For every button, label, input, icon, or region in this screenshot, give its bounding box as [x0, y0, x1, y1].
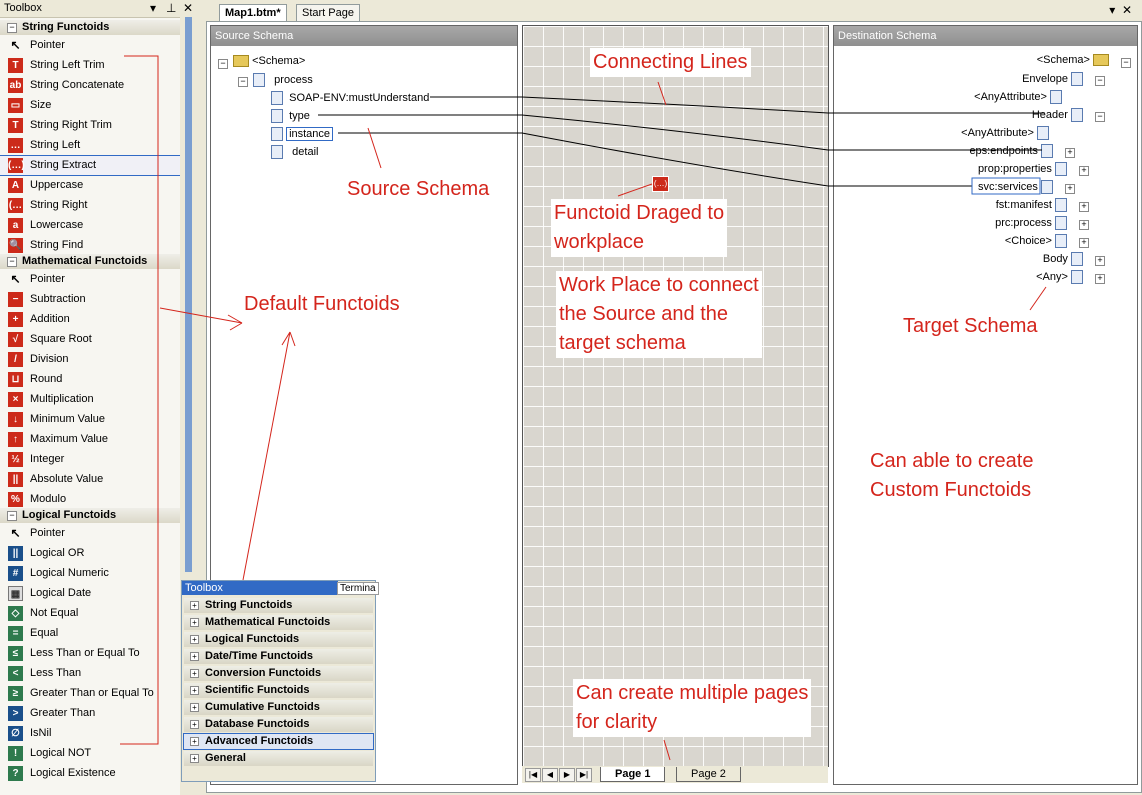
- annotation-line: for clarity: [576, 711, 658, 733]
- annotation-custom-functoids: [870, 447, 1033, 505]
- node-label: <Schema>: [252, 55, 306, 67]
- functoid-icon: T: [8, 118, 23, 133]
- close-icon[interactable]: ✕: [1121, 3, 1132, 17]
- item-label: Round: [30, 373, 63, 385]
- functoid-icon: ↓: [8, 412, 23, 427]
- node-label: eps:endpoints: [969, 144, 1038, 157]
- expand-icon[interactable]: +: [190, 652, 199, 661]
- collapse-icon[interactable]: −: [7, 257, 17, 267]
- item-label: Pointer: [30, 273, 65, 285]
- expand-icon[interactable]: +: [190, 720, 199, 729]
- functoid-icon: (…: [8, 200, 23, 211]
- annotation-target-schema: Target Schema: [903, 315, 1038, 337]
- expand-icon[interactable]: +: [1095, 274, 1105, 284]
- item-label: String Left: [30, 139, 81, 151]
- functoid-icon: −: [8, 292, 23, 307]
- item-label: Uppercase: [30, 179, 84, 191]
- connecting-lines: [318, 97, 1045, 186]
- node-label: <Schema>: [1036, 54, 1090, 66]
- functoid-icon: ||: [8, 472, 23, 487]
- toolbox-title: Toolbox: [4, 2, 42, 14]
- item-label: Multiplication: [30, 393, 94, 405]
- expand-icon[interactable]: +: [190, 635, 199, 644]
- category-label: Mathematical Functoids: [22, 255, 148, 267]
- destination-schema-title: Destination Schema: [834, 26, 1137, 46]
- functoid-icon: ab: [9, 80, 22, 91]
- functoid-icon: +: [8, 312, 23, 327]
- item-label: Logical Date: [30, 587, 92, 599]
- item-label: IsNil: [30, 727, 52, 739]
- item-label: Lowercase: [30, 219, 84, 231]
- annotation-line: Can able to create: [870, 450, 1034, 472]
- expand-icon[interactable]: +: [1079, 166, 1089, 176]
- item-label: Absolute Value: [30, 473, 104, 485]
- collapse-icon[interactable]: −: [1095, 112, 1105, 122]
- item-label: Square Root: [30, 333, 92, 345]
- item-label: String Concatenate: [30, 79, 125, 91]
- node-label: fst:manifest: [995, 198, 1052, 211]
- item-label: String Find: [30, 239, 84, 251]
- category-label: Mathematical Functoids: [205, 616, 331, 628]
- node-label: Envelope: [1022, 72, 1068, 85]
- expand-icon[interactable]: +: [1065, 148, 1075, 158]
- item-label: Addition: [30, 313, 70, 325]
- item-label: Size: [30, 99, 52, 111]
- next-page-icon[interactable]: ▶: [559, 768, 575, 782]
- node-label: Body: [1042, 252, 1068, 265]
- item-label: String Right: [30, 199, 88, 211]
- node-label: SOAP-ENV:mustUnderstand: [289, 91, 430, 104]
- functoid-icon: ◇: [8, 606, 23, 621]
- item-label: String Extract: [30, 159, 97, 171]
- functoid-icon: #: [8, 566, 23, 581]
- first-page-icon[interactable]: |◀: [525, 768, 541, 782]
- expand-icon[interactable]: +: [1065, 184, 1075, 194]
- item-label: Less Than or Equal To: [30, 647, 140, 659]
- category-label: String Functoids: [205, 599, 293, 611]
- annotation-source-schema: Source Schema: [347, 178, 490, 200]
- functoid-icon: (…): [8, 160, 25, 171]
- item-label: Pointer: [30, 527, 65, 539]
- functoid-icon: ↑: [8, 432, 23, 447]
- item-label: Greater Than or Equal To: [30, 687, 154, 699]
- pin-icon[interactable]: ⊥: [166, 1, 177, 15]
- functoid-icon: ∅: [8, 726, 23, 741]
- collapse-icon[interactable]: −: [7, 511, 17, 521]
- functoid-icon: ▭: [8, 98, 23, 113]
- expand-icon[interactable]: +: [190, 601, 199, 610]
- category-label: Logical Functoids: [22, 509, 117, 521]
- annotation-arrows: [120, 56, 1046, 760]
- item-label: Not Equal: [30, 607, 79, 619]
- dropdown-arrow-icon[interactable]: ▾: [150, 1, 157, 15]
- item-label: Logical Existence: [30, 767, 116, 779]
- expand-icon[interactable]: +: [1079, 202, 1089, 212]
- item-label: Pointer: [30, 39, 65, 51]
- item-label: Division: [30, 353, 69, 365]
- close-icon[interactable]: ✕: [183, 1, 194, 15]
- expand-icon[interactable]: +: [190, 703, 199, 712]
- node-label: svc:services: [978, 180, 1038, 193]
- item-label: Logical Numeric: [30, 567, 109, 579]
- expand-icon[interactable]: +: [190, 754, 199, 763]
- tab-page-2[interactable]: Page 2: [676, 767, 741, 782]
- item-label: Logical NOT: [30, 747, 92, 759]
- annotation-multiple-pages: [573, 679, 811, 737]
- collapse-icon[interactable]: −: [1121, 58, 1131, 68]
- last-page-icon[interactable]: ▶|: [576, 768, 592, 782]
- selection-box: [972, 178, 1040, 194]
- node-label: process: [274, 73, 313, 86]
- collapse-icon[interactable]: −: [1095, 76, 1105, 86]
- string-extract-functoid-icon[interactable]: (…): [652, 176, 669, 192]
- category-label: Database Functoids: [205, 718, 310, 730]
- item-label: Equal: [30, 627, 59, 639]
- functoid-icon: ↖: [10, 272, 21, 286]
- category-label: Advanced Functoids: [205, 735, 314, 747]
- source-schema-title: Source Schema: [211, 26, 517, 46]
- node-label: instance: [286, 127, 333, 141]
- functoid-icon: √: [8, 332, 23, 347]
- functoid-icon: 🔍: [9, 240, 22, 251]
- expand-icon[interactable]: +: [190, 669, 199, 678]
- functoid-icon: >: [8, 706, 23, 721]
- functoid-icon: ↖: [10, 526, 21, 540]
- functoid-icon: ×: [8, 392, 23, 407]
- category-label: String Functoids: [22, 21, 110, 33]
- functoid-icon: A: [8, 178, 23, 193]
- tab-start-page[interactable]: Start Page: [296, 4, 360, 21]
- item-label: String Left Trim: [30, 59, 105, 71]
- item-label: Minimum Value: [30, 413, 105, 425]
- annotation-line: Work Place to connect: [559, 274, 759, 296]
- expand-icon[interactable]: +: [190, 686, 199, 695]
- expand-icon[interactable]: +: [1079, 220, 1089, 230]
- expand-icon[interactable]: +: [1095, 256, 1105, 266]
- annotation-line: workplace: [554, 231, 645, 253]
- expand-icon[interactable]: +: [1079, 238, 1089, 248]
- annotation-functoid-dragged: [551, 199, 727, 257]
- category-label: Scientific Functoids: [205, 684, 310, 696]
- expand-icon[interactable]: +: [190, 618, 199, 627]
- node-label: prc:process: [995, 216, 1052, 229]
- functoid-icon: %: [8, 492, 23, 507]
- item-label: String Right Trim: [30, 119, 112, 131]
- category-label: Conversion Functoids: [205, 667, 322, 679]
- item-label: Subtraction: [30, 293, 86, 305]
- functoid-icon: ↖: [10, 38, 21, 52]
- dropdown-arrow-icon[interactable]: ▾: [1109, 3, 1116, 17]
- functoid-icon: <: [8, 666, 23, 681]
- prev-page-icon[interactable]: ◀: [542, 768, 558, 782]
- node-label: Header: [1031, 108, 1068, 121]
- node-label: <AnyAttribute>: [974, 90, 1047, 103]
- functoid-icon: /: [8, 352, 23, 367]
- functoid-icon: ≥: [8, 686, 23, 701]
- node-label: type: [289, 109, 310, 122]
- functoid-icon: ⊔: [8, 372, 23, 387]
- category-label: Logical Functoids: [205, 633, 300, 645]
- toolbox-popup-title: Toolbox: [182, 581, 338, 595]
- annotation-line: target schema: [559, 332, 686, 354]
- annotation-line: the Source and the: [559, 303, 729, 325]
- annotation-connecting-lines: Connecting Lines: [590, 48, 751, 77]
- annotation-line: Can create multiple pages: [576, 682, 809, 704]
- item-label: Greater Than: [30, 707, 96, 719]
- functoid-icon: ||: [8, 546, 23, 561]
- functoid-icon: T: [8, 58, 23, 73]
- expand-icon[interactable]: +: [190, 737, 199, 746]
- node-label: prop:properties: [977, 162, 1052, 175]
- category-label: General: [205, 752, 246, 764]
- annotation-default-functoids: Default Functoids: [244, 293, 400, 315]
- category-label: Cumulative Functoids: [205, 701, 320, 713]
- functoid-icon: =: [8, 626, 23, 641]
- annotation-line: Functoid Draged to: [554, 202, 725, 224]
- functoid-icon: a: [8, 218, 23, 233]
- tab-map1[interactable]: Map1.btm*: [219, 4, 287, 21]
- item-label: Maximum Value: [30, 433, 109, 445]
- node-label: detail: [292, 145, 319, 158]
- tooltip: Termina: [337, 582, 379, 595]
- item-label: Integer: [30, 453, 65, 465]
- functoid-icon: ?: [8, 766, 23, 781]
- node-label: <AnyAttribute>: [961, 126, 1034, 139]
- item-label: Less Than: [30, 667, 82, 679]
- item-label: Modulo: [30, 493, 67, 505]
- node-label: <Any>: [1036, 270, 1068, 283]
- functoid-icon: !: [8, 746, 23, 761]
- annotation-line: Custom Functoids: [870, 479, 1032, 501]
- collapse-icon[interactable]: −: [238, 77, 248, 87]
- item-label: Logical OR: [30, 547, 85, 559]
- tab-page-1[interactable]: Page 1: [600, 767, 665, 782]
- annotation-work-place: [556, 271, 762, 358]
- functoid-icon: ▦: [8, 586, 23, 601]
- node-label: <Choice>: [1004, 234, 1052, 247]
- collapse-icon[interactable]: −: [218, 59, 228, 69]
- category-label: Date/Time Functoids: [205, 650, 313, 662]
- collapse-icon[interactable]: −: [7, 23, 17, 33]
- functoid-icon: ½: [8, 452, 23, 467]
- functoid-icon: …: [8, 138, 23, 153]
- functoid-icon: ≤: [8, 646, 23, 661]
